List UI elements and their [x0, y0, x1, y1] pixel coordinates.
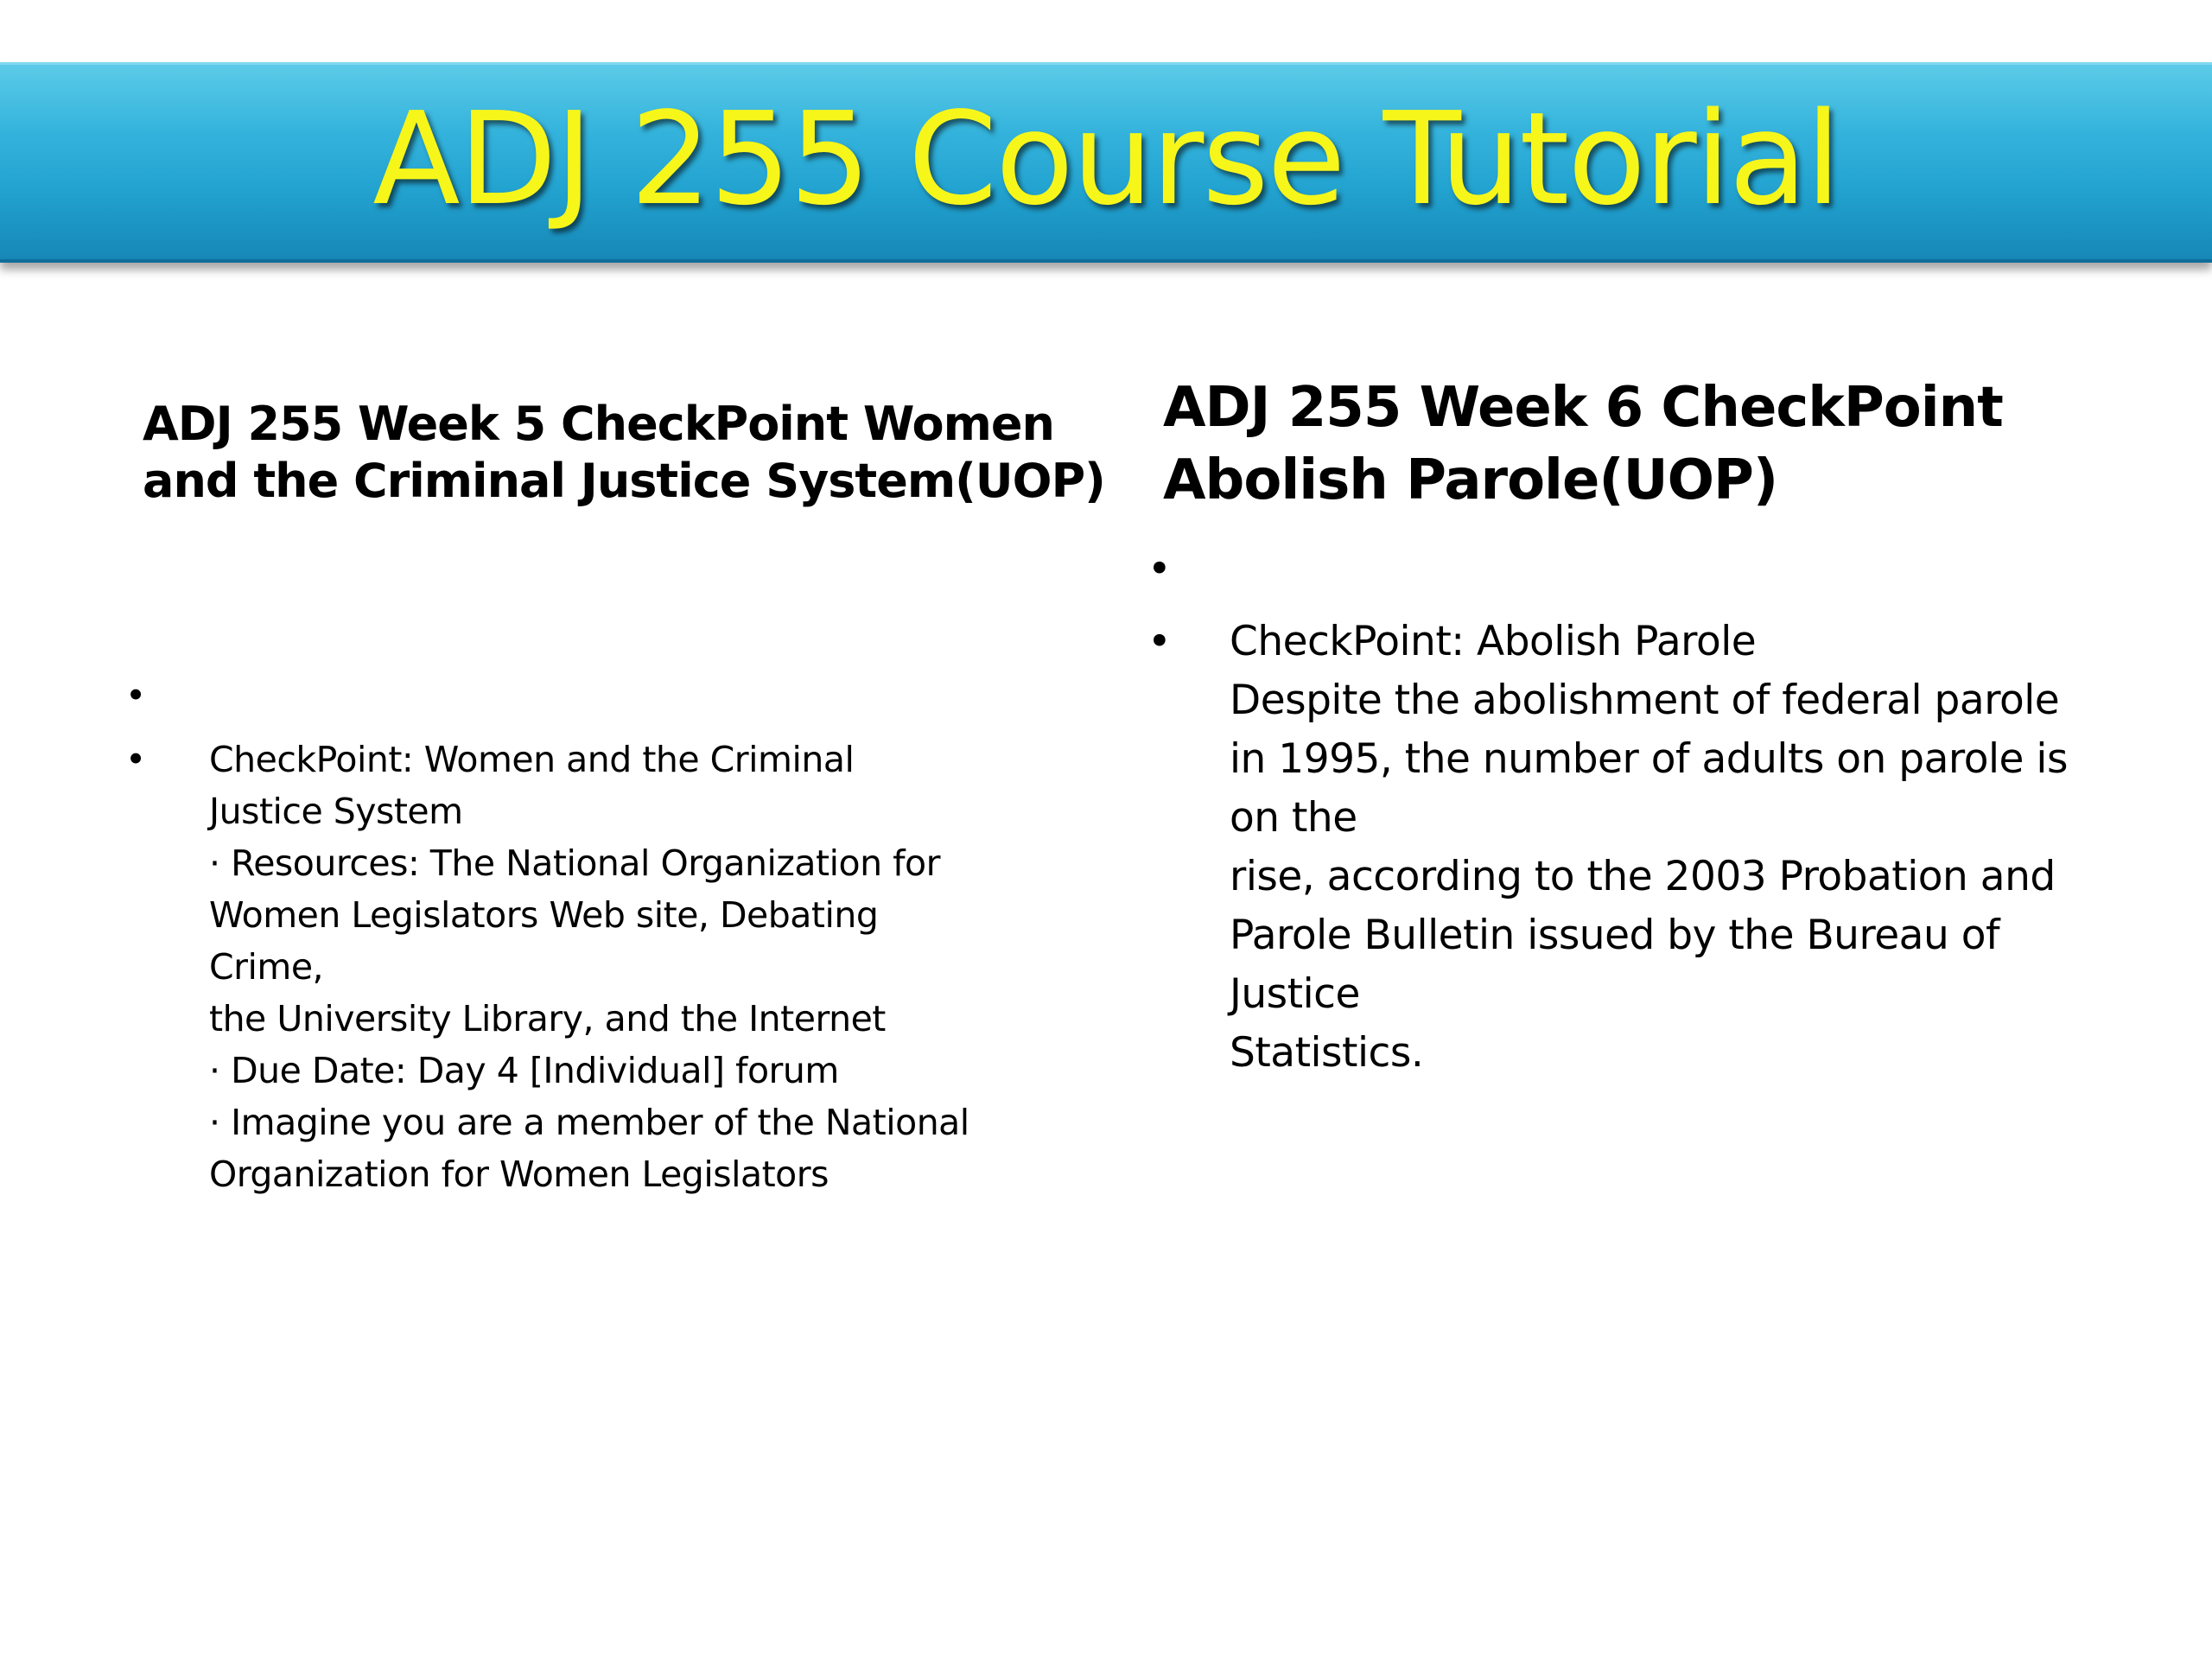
bullet-text-line: rise, according to the 2003 Probation and [1230, 853, 2056, 900]
left-heading-line-2: and the Criminal Justice System(UOP) [143, 454, 1105, 508]
list-item [1147, 613, 2141, 1083]
bullet-text-line: Crime, [209, 946, 324, 988]
bullet-text-line: CheckPoint: Women and the Criminal [209, 739, 855, 780]
bullet-text-line: Parole Bulletin issued by the Bureau of [1230, 912, 2000, 959]
bullet-text-line: Organization for Women Legislators [209, 1154, 829, 1195]
bullet-text-line: · Imagine you are a member of the National [209, 1102, 969, 1143]
right-heading-line-2: Abolish Parole(UOP) [1163, 448, 1778, 512]
bullet-text-line: Justice [1230, 970, 1360, 1018]
left-column-heading [143, 396, 1105, 510]
bullet-text-line: Justice System [209, 791, 463, 832]
bullet-icon: • [1147, 545, 1172, 593]
bullet-text-line: Women Legislators Web site, Debating [209, 894, 879, 936]
left-bullet-list [125, 670, 989, 1200]
bullet-text-line: Despite the abolishment of federal parole [1230, 677, 2060, 724]
right-column-heading [1163, 372, 2157, 517]
bullet-text-line: the University Library, and the Internet [209, 998, 886, 1039]
list-item [1147, 540, 2141, 613]
bullet-text-line: on the [1230, 794, 1357, 842]
bullet-icon: • [125, 675, 146, 716]
bullet-icon: • [125, 739, 146, 780]
right-bullet-list [1147, 540, 2141, 1083]
left-heading-line-1: ADJ 255 Week 5 CheckPoint Women [143, 397, 1054, 451]
bullet-text-line: · Resources: The National Organization for [209, 842, 940, 884]
bullet-text-line: Statistics. [1230, 1029, 1424, 1077]
right-heading-line-1: ADJ 255 Week 6 CheckPoint [1163, 376, 2003, 440]
list-item [125, 670, 989, 734]
bullet-text-line: · Due Date: Day 4 [Individual] forum [209, 1050, 839, 1091]
title-banner [0, 62, 2212, 263]
bullet-icon: • [1147, 618, 1172, 665]
bullet-text-line: CheckPoint: Abolish Parole [1230, 618, 1757, 665]
list-item [125, 734, 989, 1200]
bullet-text-line: in 1995, the number of adults on parole is [1230, 735, 2068, 783]
slide-title: ADJ 255 Course Tutorial [372, 84, 1840, 233]
